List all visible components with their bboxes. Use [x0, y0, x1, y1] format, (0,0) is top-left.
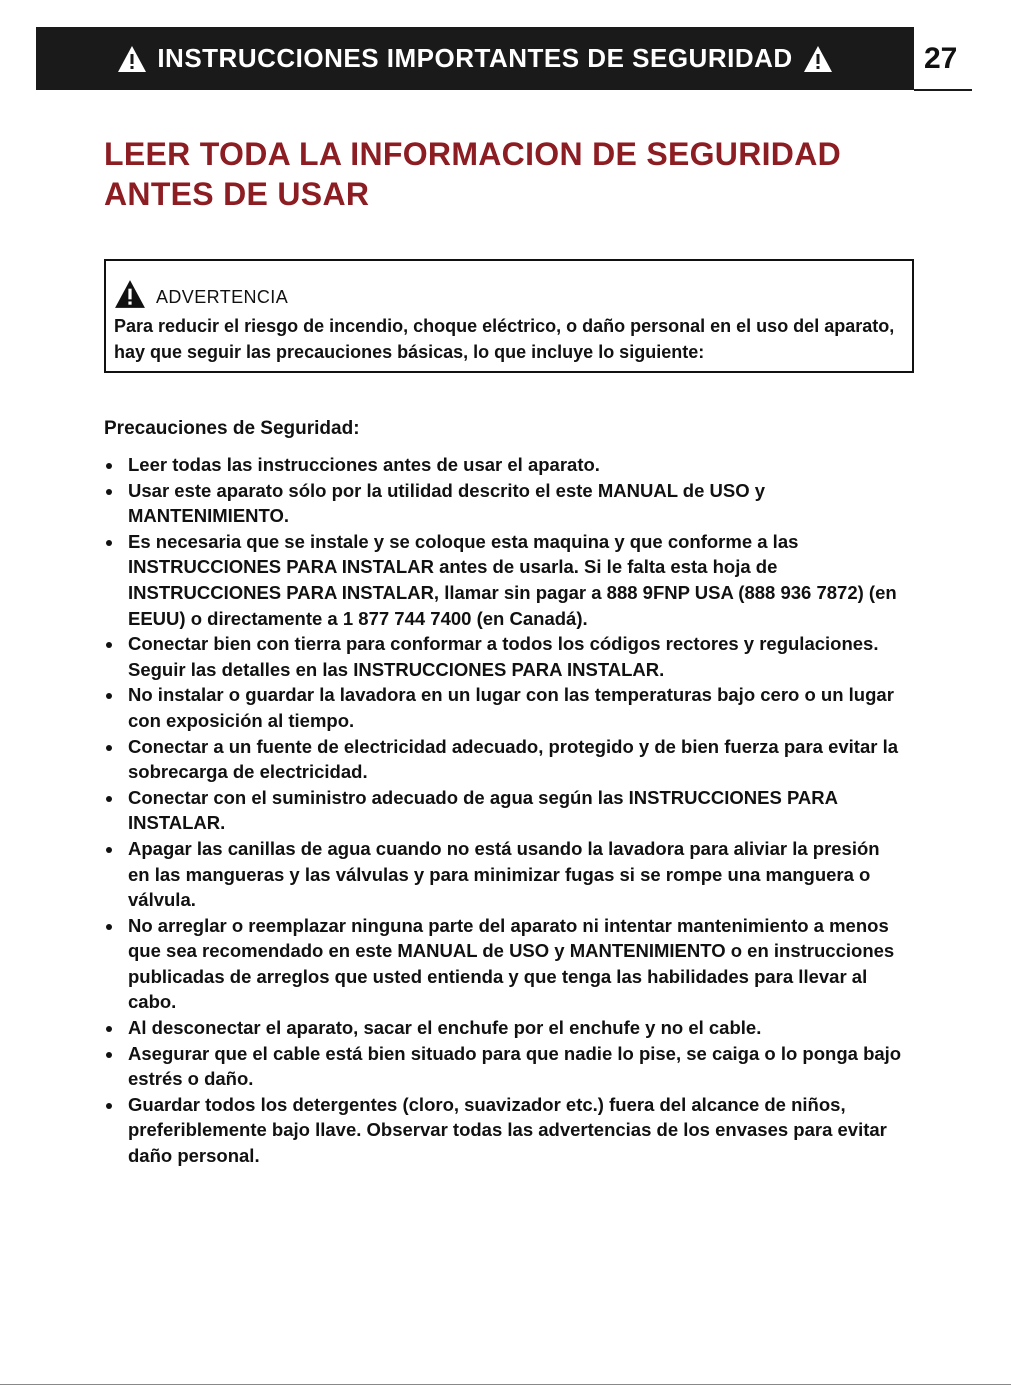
list-item: Usar este aparato sólo por la utilidad descrito el este MANUAL de USO y MANTENIMIENTO.: [104, 478, 904, 529]
list-item: Conectar a un fuente de electricidad adecuado, protegido y de bien fuerza para evitar la sobrecarga de electricidad.: [104, 734, 904, 785]
bullet-icon: [106, 847, 112, 853]
bullet-icon: [106, 489, 112, 495]
bullet-icon: [106, 540, 112, 546]
page-number: 27: [924, 42, 958, 75]
list-item: Conectar con el suministro adecuado de agua según las INSTRUCCIONES PARA INSTALAR.: [104, 785, 904, 836]
bullet-icon: [106, 1052, 112, 1058]
list-item: Conectar bien con tierra para conformar a todos los códigos rectores y regulaciones. Seguir las detalles en las INSTRUCCIONES PARA INSTALAR.: [104, 631, 904, 682]
list-item: Es necesaria que se instale y se coloque esta maquina y que conforme a las INSTRUCCIONES PARA INSTALAR antes de usarla. Si le falta esta hoja de INSTRUCCIONES PARA INSTALAR, llamar sin pagar a 888 9FNP USA (888 936 7872) (en EEUU) o directamente a 1 877 744 7400 (en Canadá).: [104, 529, 904, 631]
header-bar: [36, 27, 914, 90]
list-item: Leer todas las instrucciones antes de usar el aparato.: [104, 452, 904, 478]
warning-head: [114, 283, 904, 311]
warning-box: [104, 259, 914, 373]
list-item: Al desconectar el aparato, sacar el enchufe por el enchufe y no el cable.: [104, 1015, 904, 1041]
precautions-heading: Precauciones de Seguridad:: [104, 418, 360, 439]
bullet-icon: [106, 463, 112, 469]
bullet-icon: [106, 745, 112, 751]
bullet-icon: [106, 796, 112, 802]
header-title: INSTRUCCIONES IMPORTANTES DE SEGURIDAD: [157, 43, 793, 73]
header-rule: [914, 89, 972, 91]
bullet-icon: [106, 642, 112, 648]
warning-triangle-icon: [117, 45, 147, 73]
list-item: Asegurar que el cable está bien situado para que nadie lo pise, se caiga o lo ponga bajo estrés o daño.: [104, 1041, 904, 1092]
bullet-icon: [106, 1103, 112, 1109]
bullet-icon: [106, 693, 112, 699]
warning-label: ADVERTENCIA: [156, 286, 289, 307]
footer-rule: [0, 1384, 1011, 1385]
precautions-list: [104, 452, 904, 1169]
list-item: Guardar todos los detergentes (cloro, suavizador etc.) fuera del alcance de niños, preferiblemente bajo llave. Observar todas las advertencias de los envases para evitar daño personal.: [104, 1092, 904, 1169]
warning-triangle-icon: [803, 45, 833, 73]
list-item: Apagar las canillas de agua cuando no está usando la lavadora para aliviar la presión en las mangueras y las válvulas y para minimizar fugas si se rompe una manguera o válvula.: [104, 836, 904, 913]
warning-text: Para reducir el riesgo de incendio, choque eléctrico, o daño personal en el uso del aparato, hay que seguir las precauciones básicas, lo que incluye lo siguiente:: [114, 316, 895, 362]
list-item: No arreglar o reemplazar ninguna parte del aparato ni intentar mantenimiento a menos que sea recomendado en este MANUAL de USO y MANTENIMIENTO o en instrucciones publicadas de arreglos que usted entienda y que tenga las habilidades para llevar al cabo.: [104, 913, 904, 1015]
page-title: LEER TODA LA INFORMACION DE SEGURIDAD ANTES DE USAR: [104, 136, 842, 212]
list-item: No instalar o guardar la lavadora en un lugar con las temperaturas bajo cero o un lugar con exposición al tiempo.: [104, 682, 904, 733]
bullet-icon: [106, 924, 112, 930]
warning-triangle-icon: [114, 279, 146, 309]
bullet-icon: [106, 1026, 112, 1032]
